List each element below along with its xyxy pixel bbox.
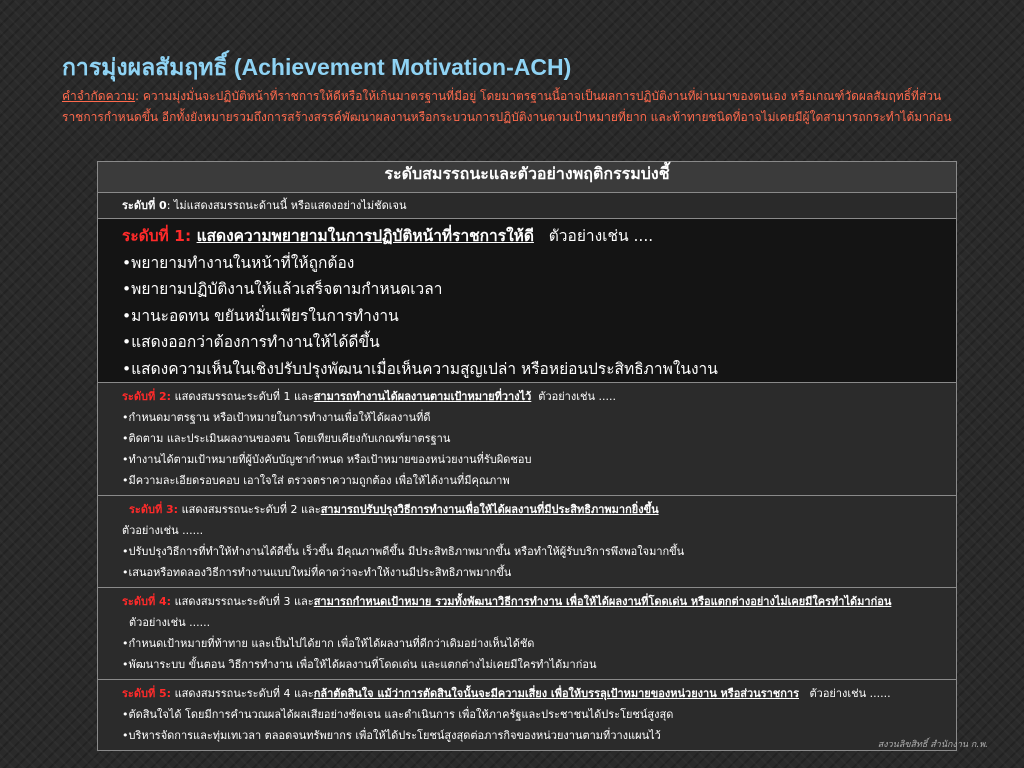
list-item: •เสนอหรือทดลองวิธีการทำงานแบบใหม่ที่คาดว่าจะทำให้งานมีประสิทธิภาพมากขึ้น — [122, 566, 512, 579]
level-3-prefix: แสดงสมรรถนะระดับที่ 2 และ — [178, 503, 321, 516]
level-1-heading — [122, 223, 956, 250]
level-1-suffix: ตัวอย่างเช่น .... — [533, 227, 654, 245]
level-1-headline: แสดงความพยายามในการปฏิบัติหน้าที่ราชการให้ดี — [196, 227, 534, 245]
list-item: •กำหนดมาตรฐาน หรือเป้าหมายในการทำงานเพื่อให้ได้ผลงานที่ดี — [122, 411, 431, 424]
level-2-suffix: ตัวอย่างเช่น ..... — [531, 390, 616, 403]
level-4-suffix: ตัวอย่างเช่น ...... — [122, 616, 211, 629]
level-2-prefix: แสดงสมรรถนะระดับที่ 1 และ — [171, 390, 314, 403]
list-item: •พัฒนาระบบ ขั้นตอน วิธีการทำงาน เพื่อให้ได้ผลงานที่โดดเด่น และแตกต่างไม่เคยมีใครทำได้มาก่อน — [122, 658, 597, 671]
level-5-label: ระดับที่ 5: — [122, 687, 172, 700]
list-item: •ปรับปรุงวิธีการที่ทำให้ทำงานได้ดีขึ้น เร็วขึ้น มีคุณภาพดีขึ้น มีประสิทธิภาพมากขึ้น หรือทำให้ผู้รับบริการพึงพอใจมากขึ้น — [122, 545, 685, 558]
level-5-prefix: แสดงสมรรถนะระดับที่ 4 และ — [171, 687, 314, 700]
table-header: ระดับสมรรถนะและตัวอย่างพฤติกรรมบ่งชี้ — [98, 162, 957, 193]
list-item: •มีความละเอียดรอบคอบ เอาใจใส่ ตรวจตราความถูกต้อง เพื่อให้ได้งานที่มีคุณภาพ — [122, 474, 510, 487]
level-0-label: ระดับที่ 0 — [122, 199, 167, 212]
list-item: •พยายามปฏิบัติงานให้แล้วเสร็จตามกำหนดเวลา — [122, 280, 443, 298]
level-4-prefix: แสดงสมรรถนะระดับที่ 3 และ — [171, 595, 314, 608]
footer-copyright: สงวนลิขสิทธิ์ สำนักงาน ก.พ. — [877, 740, 988, 750]
list-item: •ตัดสินใจได้ โดยมีการคำนวณผลได้ผลเสียอย่างชัดเจน และดำเนินการ เพื่อให้ภาครัฐและประชาชนได้ประโยชน์สูงสุด — [122, 708, 674, 721]
level-5-row — [98, 680, 957, 751]
level-4-heading — [122, 591, 956, 633]
level-0-row — [98, 193, 957, 219]
level-2-label: ระดับที่ 2: — [122, 390, 172, 403]
list-item: •แสดงออกว่าต้องการทำงานให้ได้ดีขึ้น — [122, 333, 380, 351]
level-5-suffix: ตัวอย่างเช่น ...... — [799, 687, 891, 700]
definition-paragraph — [62, 86, 962, 128]
level-0-cell — [98, 193, 957, 219]
level-3-heading — [122, 499, 956, 520]
page-title: การมุ่งผลสัมฤทธิ์ (Achievement Motivation-ACH) — [62, 54, 572, 80]
level-3-row — [98, 496, 957, 588]
level-1-cell — [98, 219, 957, 383]
level-4-cell — [98, 588, 957, 680]
competency-levels-table — [97, 161, 957, 751]
level-3-label: ระดับที่ 3: — [129, 503, 179, 516]
level-1-row — [98, 219, 957, 383]
level-3-suffix: ตัวอย่างเช่น ...... — [122, 524, 204, 537]
level-2-row — [98, 383, 957, 496]
level-4-label: ระดับที่ 4: — [122, 595, 172, 608]
list-item: •แสดงความเห็นในเชิงปรับปรุงพัฒนาเมื่อเห็นความสูญเปล่า หรือหย่อนประสิทธิภาพในงาน — [122, 359, 718, 378]
list-item: •ติดตาม และประเมินผลงานของตน โดยเทียบเคียงกับเกณฑ์มาตรฐาน — [122, 432, 451, 445]
level-2-cell — [98, 383, 957, 496]
level-2-headline: สามารถทำงานได้ผลงานตามเป้าหมายที่วางไว้ — [313, 390, 532, 403]
level-2-heading — [122, 386, 956, 407]
definition-text: : ความมุ่งมั่นจะปฏิบัติหน้าที่ราชการให้ดีหรือให้เกินมาตรฐานที่มีอยู่ โดยมาตรฐานนี้อาจเป็นผลการปฏิบัติงานที่ผ่านมาของตนเอง หรือเกณฑ์วัดผลสัมฤทธิ์ที่ส่วนราชการกำหนดขึ้น อีกทั้งยังหมายรวมถึงการสร้างสรรค์พัฒนาผลงานหรือกระบวนการปฏิบัติงานตามเป้าหมายที่ยาก และท้าทายชนิดที่อาจไม่เคยมีผู้ใดสามารถกระทำได้มาก่อน — [62, 89, 952, 124]
level-1-label: ระดับที่ 1 — [122, 227, 185, 245]
list-item: •บริหารจัดการและทุ่มเทเวลา ตลอดจนทรัพยากร เพื่อให้ได้ประโยชน์สูงสุดต่อภารกิจของหน่วยงานตามที่วางแผนไว้ — [122, 729, 661, 742]
list-item: •พยายามทำงานในหน้าที่ให้ถูกต้อง — [122, 253, 355, 272]
level-4-headline: สามารถกำหนดเป้าหมาย รวมทั้งพัฒนาวิธีการทำงาน เพื่อให้ได้ผลงานที่โดดเด่น หรือแตกต่างอย่างไม่เคยมีใครทำได้มาก่อน — [313, 595, 892, 608]
level-5-heading — [122, 683, 956, 704]
level-4-row — [98, 588, 957, 680]
level-3-cell — [98, 496, 957, 588]
list-item: •มานะอดทน ขยันหมั่นเพียรในการทำงาน — [122, 306, 399, 325]
level-0-text: : ไม่แสดงสมรรถนะด้านนี้ หรือแสดงอย่างไม่ชัดเจน — [166, 199, 407, 212]
table-header-row — [98, 162, 957, 193]
level-3-headline: สามารถปรับปรุงวิธีการทำงานเพื่อให้ได้ผลงานที่มีประสิทธิภาพมากยิ่งขึ้น — [320, 503, 659, 516]
list-item: •ทำงานได้ตามเป้าหมายที่ผู้บังคับบัญชากำหนด หรือเป้าหมายของหน่วยงานที่รับผิดชอบ — [122, 453, 532, 466]
level-1-colon: : — [184, 227, 197, 245]
level-5-cell — [98, 680, 957, 751]
level-5-headline: กล้าตัดสินใจ แม้ว่าการตัดสินใจนั้นจะมีความเสี่ยง เพื่อให้บรรลุเป้าหมายของหน่วยงาน หรือส่วนราชการ — [313, 687, 800, 700]
list-item: •กำหนดเป้าหมายที่ท้าทาย และเป็นไปได้ยาก เพื่อให้ได้ผลงานที่ดีกว่าเดิมอย่างเห็นได้ชัด — [122, 637, 535, 650]
definition-term: คำจำกัดความ — [62, 89, 136, 103]
